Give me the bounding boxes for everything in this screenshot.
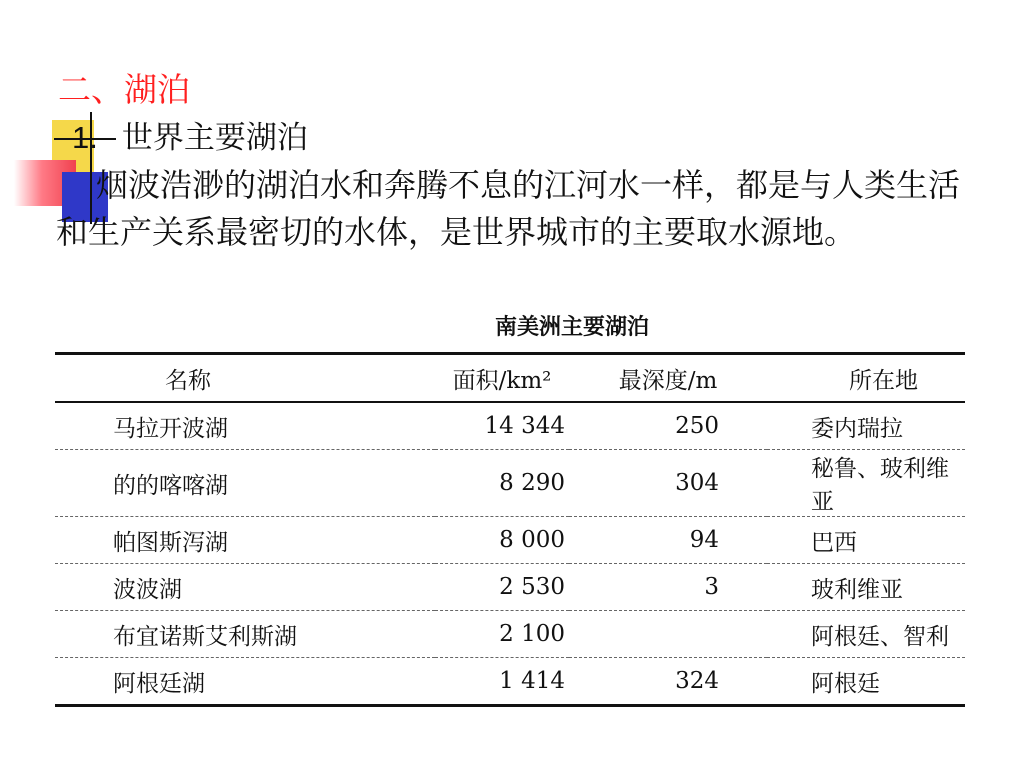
- table-header-row: [55, 354, 965, 403]
- section-heading: 二、湖泊: [58, 70, 190, 109]
- subsection-title: 世界主要湖泊: [121, 120, 308, 156]
- subsection-heading: [72, 112, 308, 157]
- table-row: [55, 611, 965, 658]
- column-header-name: 名称: [55, 354, 435, 403]
- lake-area: 2 530: [435, 564, 569, 611]
- lakes-table: [55, 352, 965, 707]
- table-row: [55, 564, 965, 611]
- lake-name: 波波湖: [55, 564, 435, 611]
- lake-location: 巴西: [767, 517, 965, 564]
- column-header-area: 面积/km²: [435, 354, 569, 403]
- lake-location: 委内瑞拉: [811, 415, 903, 442]
- lake-name: 帕图斯泻湖: [55, 517, 435, 564]
- table-row: [55, 658, 965, 706]
- lake-location: 阿根廷: [767, 658, 965, 706]
- lake-depth: 94: [569, 517, 767, 564]
- table-row: [55, 450, 965, 517]
- lake-name: 布宜诺斯艾利斯湖: [55, 611, 435, 658]
- lake-location: 秘鲁、玻利维亚: [767, 450, 965, 517]
- lake-depth: [569, 611, 767, 658]
- lake-location: 玻利维亚: [767, 564, 965, 611]
- lake-area: 8 290: [435, 450, 569, 517]
- lake-name: 阿根廷湖: [55, 658, 435, 706]
- lake-depth: 324: [569, 658, 767, 706]
- lake-name: 的的喀喀湖: [55, 450, 435, 517]
- lake-area: 2 100: [435, 611, 569, 658]
- column-header-depth: 最深度/m: [569, 354, 767, 403]
- table-row: [55, 402, 965, 450]
- body-paragraph: 烟波浩渺的湖泊水和奔腾不息的江河水一样，都是与人类生活和生产关系最密切的水体，是世界城市的主要取水源地。: [56, 166, 961, 251]
- table-title: 南美洲主要湖泊: [494, 315, 649, 340]
- subsection-number: 1.: [72, 120, 98, 155]
- lake-name: 马拉开波湖: [113, 415, 228, 442]
- table-row: [55, 517, 965, 564]
- lake-area: 14 344: [484, 413, 565, 439]
- lake-area: 8 000: [435, 517, 569, 564]
- lake-area: 1 414: [435, 658, 569, 706]
- lake-depth: 304: [569, 450, 767, 517]
- lake-location: 阿根廷、智利: [767, 611, 965, 658]
- lake-depth: 250: [675, 413, 719, 439]
- lake-depth: 3: [569, 564, 767, 611]
- column-header-location: 所在地: [767, 354, 965, 403]
